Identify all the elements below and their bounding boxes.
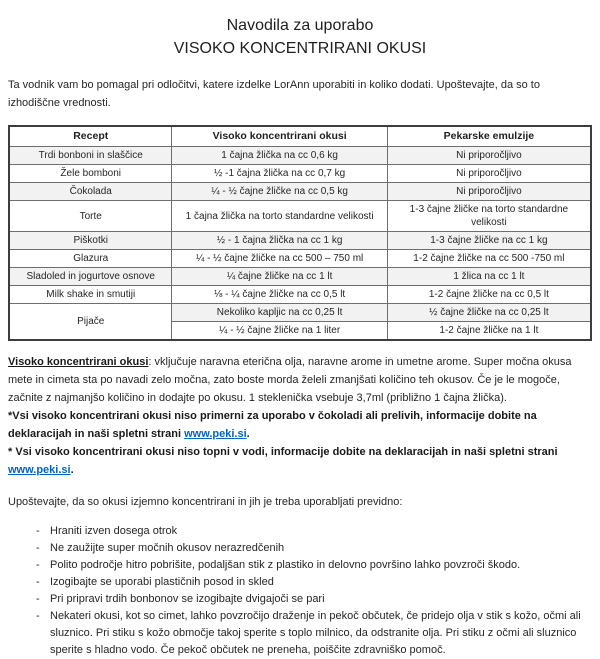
warning-line-1 [8, 407, 592, 443]
caution-bullet-item [8, 574, 592, 591]
table-cell: Torte [9, 201, 172, 232]
bullet-text: Nekateri okusi, kot so cimet, lahko povzročijo draženje in pekoč občutek, če pridejo olja v stik s kožo, očmi ali sluznico. Pri stiku s kožo območje takoj sperite s toplo milnico, da odstranite olja. Pri stiku z očmi ali sluznico sperite s hladno vodo. Če pekoč občutek ne preneha, poiščite zdravniško pomoč. [50, 610, 581, 656]
bullet-dash-marker: - [36, 593, 40, 605]
caution-bullet-item [8, 523, 592, 540]
caution-intro: Upoštevajte, da so okusi izjemno koncentrirani in jih je treba uporabljati previdno: [8, 496, 403, 508]
table-cell: ¼ čajne žličke na cc 1 lt [172, 268, 387, 286]
page-title [8, 14, 592, 60]
bullet-text: Ne zaužijte super močnih okusov nerazredčenih [50, 542, 285, 554]
table-cell: ¼ - ½ čajne žličke na 1 liter [172, 322, 387, 341]
table-cell: ⅛ - ¼ čajne žličke na cc 0,5 lt [172, 286, 387, 304]
table-cell: Nekoliko kapljic na cc 0,25 lt [172, 304, 387, 322]
table-cell: 1-2 čajne žličke na 1 lt [387, 322, 591, 341]
title-line-2: VISOKO KONCENTRIRANI OKUSI [173, 40, 427, 57]
table-cell: 1 čajna žlička na cc 0,6 kg [172, 147, 387, 165]
bullet-dash-marker: - [36, 610, 40, 622]
table-header-recept: Recept [9, 126, 172, 147]
warning-2-suffix: . [70, 464, 74, 476]
table-cell: Sladoled in jogurtove osnove [9, 268, 172, 286]
table-cell: 1-3 čajne žličke na torto standardne velikosti [387, 201, 591, 232]
table-cell: Žele bomboni [9, 165, 172, 183]
table-cell: 1-2 čajne žličke na cc 0,5 lt [387, 286, 591, 304]
table-cell: Piškotki [9, 232, 172, 250]
table-cell: 1-2 čajne žličke na cc 500 -750 ml [387, 250, 591, 268]
bullet-text: Hraniti izven dosega otrok [50, 525, 178, 537]
warning-line-2 [8, 443, 592, 479]
bullet-dash-marker: - [36, 559, 40, 571]
table-cell: 1 žlica na cc 1 lt [387, 268, 591, 286]
table-cell: ½ -1 čajna žlička na cc 0,7 kg [172, 165, 387, 183]
caution-bullet-item [8, 540, 592, 557]
table-row [9, 286, 591, 304]
table-cell: Glazura [9, 250, 172, 268]
bullet-text: Polito področje hitro pobrišite, podaljšan stik z plastiko in delovno površino lahko povzroči škodo. [50, 559, 521, 571]
warning-2-text: * Vsi visoko koncentrirani okusi niso topni v vodi, informacije dobite na deklaracijah in naši spletni strani [8, 446, 558, 458]
warning-1-text: *Vsi visoko koncentrirani okusi niso primerni za uporabo v čokoladi ali prelivih, informacije dobite na deklaracijah in naši spletni strani [8, 410, 537, 440]
table-cell: Ni priporočljivo [387, 147, 591, 165]
table-row [9, 268, 591, 286]
intro-paragraph: Ta vodnik vam bo pomagal pri odločitvi, katere izdelke LorAnn uporabiti in koliko dodati. Upoštevajte, da so to izhodiščne vrednosti. [8, 79, 540, 109]
table-cell: ½ - 1 čajna žlička na cc 1 kg [172, 232, 387, 250]
warning-1-suffix: . [246, 428, 250, 440]
table-row [9, 250, 591, 268]
bullet-dash-marker: - [36, 576, 40, 588]
bullet-text: Pri pripravi trdih bonbonov se izogibajte dvigajoči se pari [50, 593, 325, 605]
table-header-row [9, 126, 591, 147]
note-body: : vključuje naravna eterična olja, naravne arome in umetne arome. Super močna okusa mete in cimeta sta po navadi zelo močna, zato boste morda želeli zmanjšati količino teh okusov. Če je le mogoče, začnite z najmanjšo količino in dodajte po okusu. 1 steklenička vsebuje 3,7ml (približno 1 čajna žlička). [8, 356, 572, 404]
table-row [9, 201, 591, 232]
table-row [9, 183, 591, 201]
table-row [9, 304, 591, 322]
caution-bullet-item [8, 608, 592, 659]
table-cell: Čokolada [9, 183, 172, 201]
note-paragraph [8, 353, 592, 407]
table-row [9, 147, 591, 165]
table-cell: Milk shake in smutiji [9, 286, 172, 304]
table-cell: ½ čajne žličke na cc 0,25 lt [387, 304, 591, 322]
table-cell: ¼ - ½ čajne žličke na cc 0,5 kg [172, 183, 387, 201]
table-row [9, 165, 591, 183]
table-row [9, 232, 591, 250]
table-cell: Ni priporočljivo [387, 165, 591, 183]
table-cell: Ni priporočljivo [387, 183, 591, 201]
table-cell: Trdi bonboni in slaščice [9, 147, 172, 165]
table-header-emulzije: Pekarske emulzije [387, 126, 591, 147]
peki-link-1[interactable]: www.peki.si [184, 428, 247, 440]
table-cell: 1-3 čajne žličke na cc 1 kg [387, 232, 591, 250]
note-label: Visoko koncentrirani okusi [8, 356, 149, 368]
caution-bullet-list [8, 523, 592, 659]
bullet-text: Izogibajte se uporabi plastičnih posod in skled [50, 576, 274, 588]
title-line-1: Navodila za uporabo [226, 17, 374, 34]
dosage-table [8, 125, 592, 341]
bullet-dash-marker: - [36, 525, 40, 537]
dosage-table-body [9, 147, 591, 341]
table-cell: Pijače [9, 304, 172, 341]
bullet-dash-marker: - [36, 542, 40, 554]
caution-bullet-item [8, 557, 592, 574]
table-cell: 1 čajna žlička na torto standardne velikosti [172, 201, 387, 232]
peki-link-2[interactable]: www.peki.si [8, 464, 71, 476]
table-header-okusi: Visoko koncentrirani okusi [172, 126, 387, 147]
table-cell: ¼ - ½ čajne žličke na cc 500 – 750 ml [172, 250, 387, 268]
